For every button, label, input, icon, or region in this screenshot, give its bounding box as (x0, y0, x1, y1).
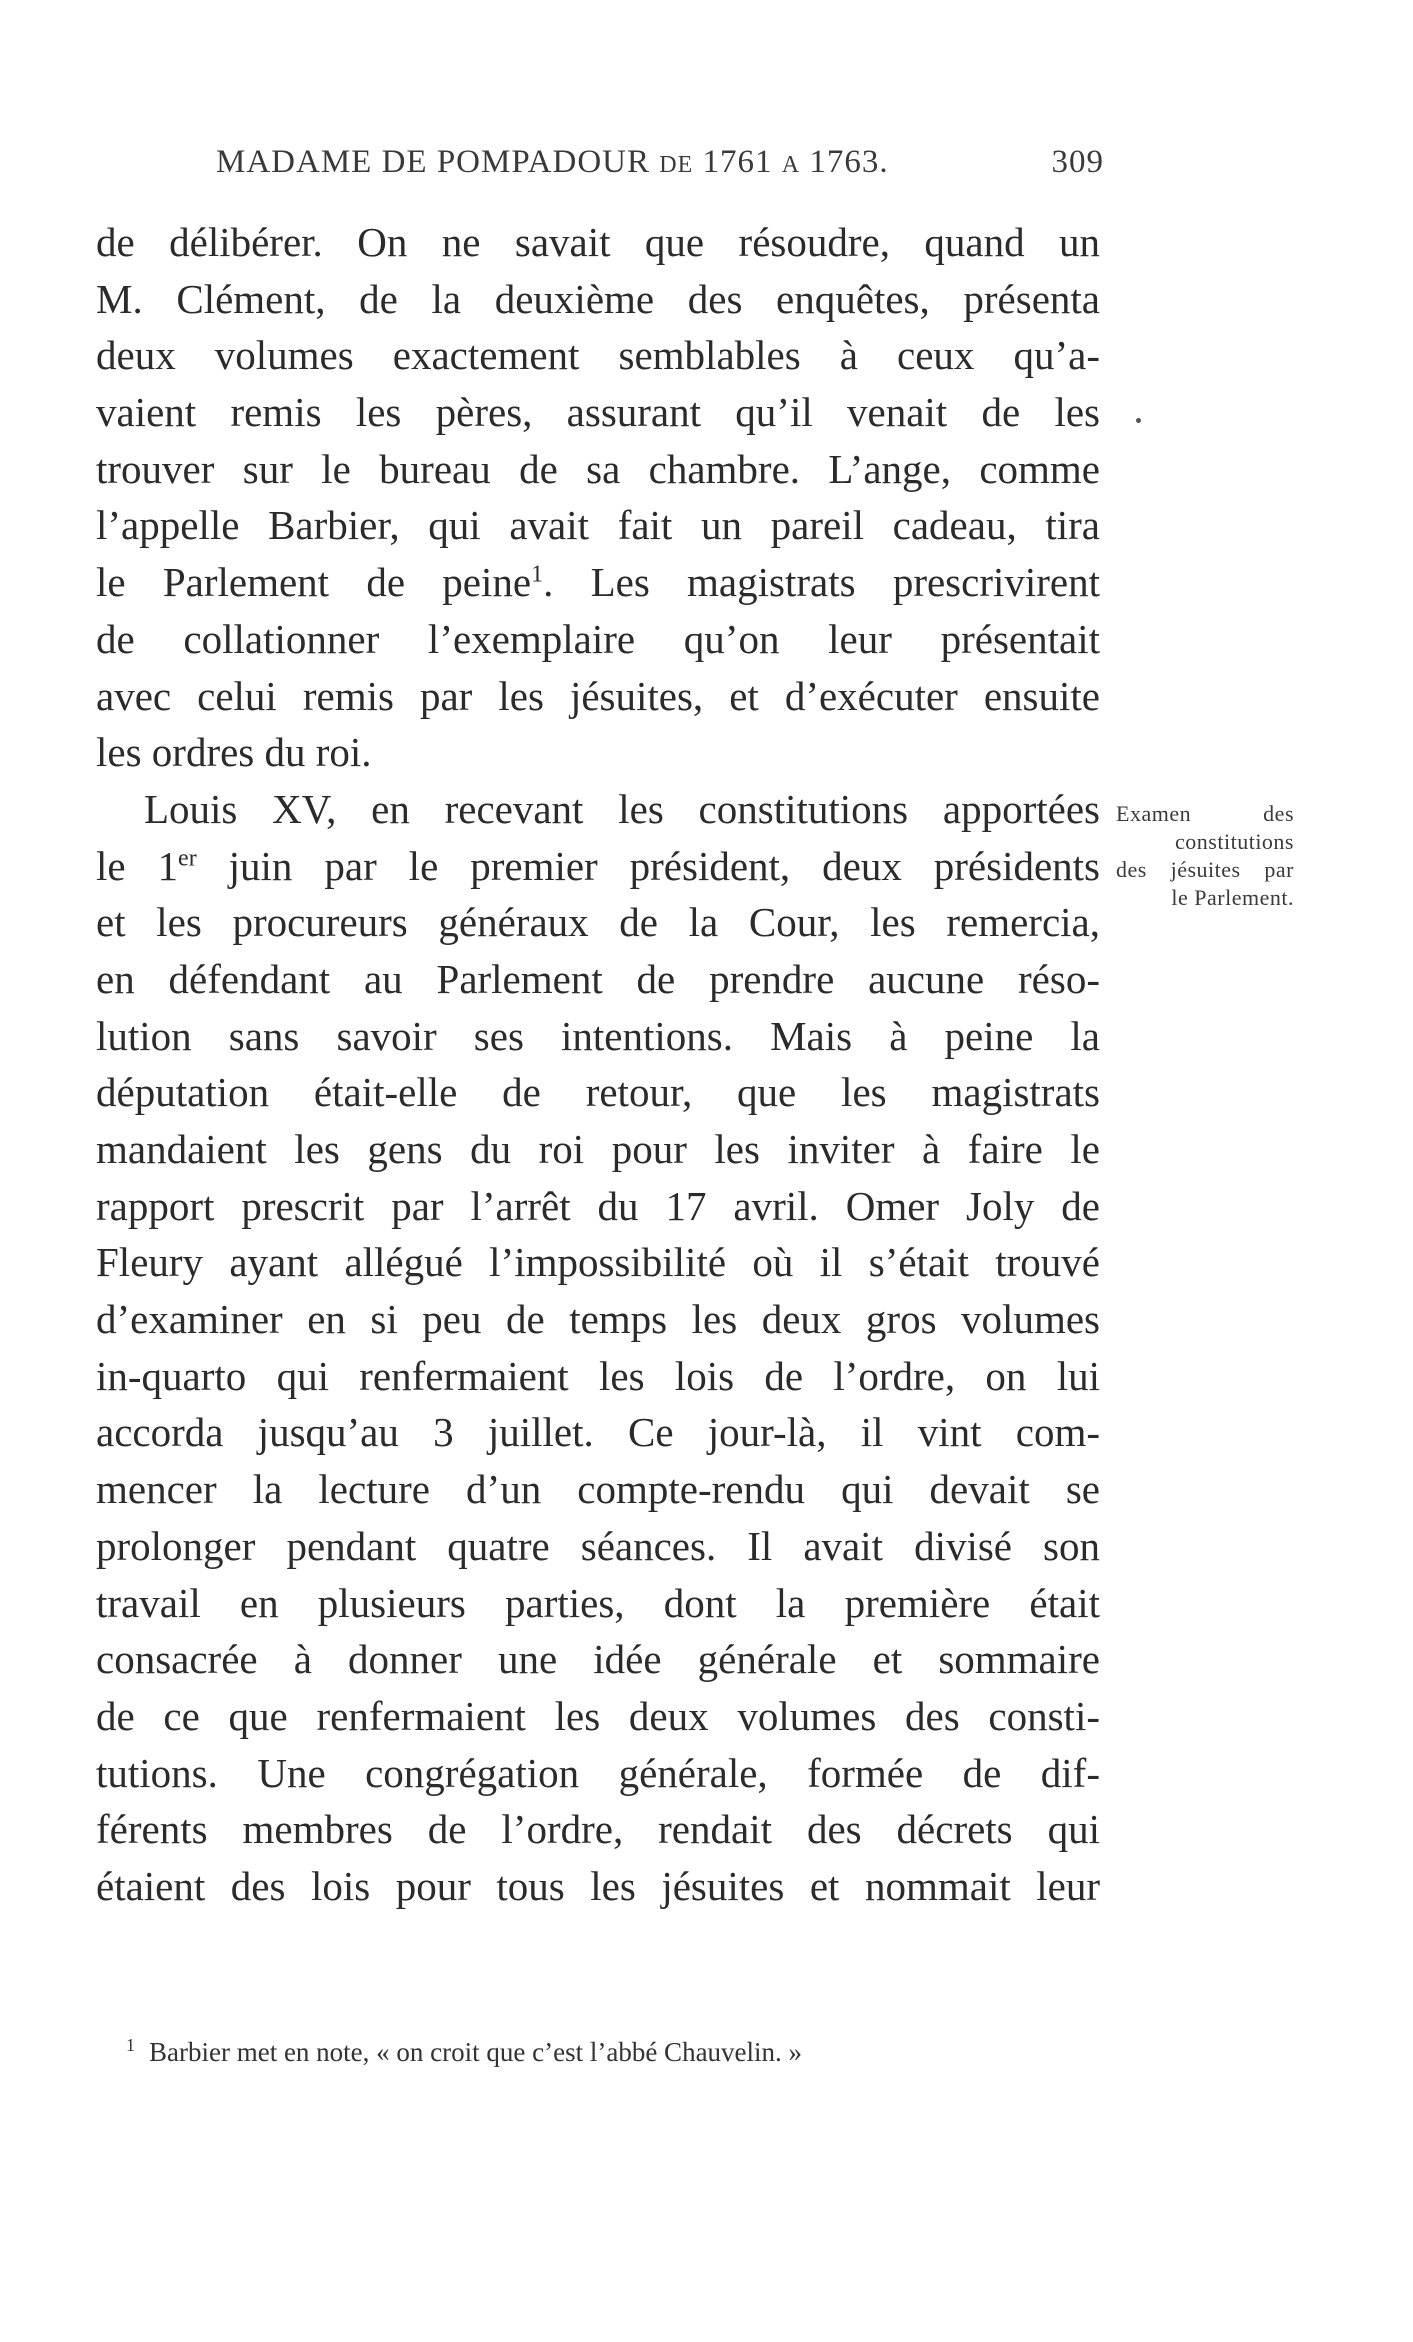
body-text (96, 214, 1100, 1915)
text-line: prolonger pendant quatre séances. Il avait divisé son (96, 1522, 1100, 1569)
running-title (216, 144, 889, 181)
footnote-text: Barbier met en note, « on croit que c’est l’abbé Chauvelin. » (149, 2037, 803, 2067)
text-line: étaient des lois pour tous les jésuites et nommait leur (96, 1862, 1100, 1909)
running-title-main: MADAME DE POMPADOUR (216, 144, 651, 180)
running-title-de: DE (659, 152, 694, 178)
footnote-ref[interactable]: 1 (531, 561, 544, 588)
footnote-mark: 1 (126, 2035, 135, 2055)
text-line: mandaient les gens du roi pour les inviter à faire le (96, 1126, 1100, 1172)
text-line: deux volumes exactement semblables à ceux qu’a- (96, 332, 1100, 379)
text-line: députation était-elle de retour, que les magistrats (96, 1069, 1100, 1116)
stray-mark (1136, 418, 1141, 423)
ordinal-superscript: er (178, 844, 197, 871)
text-line: de collationner l’exemplaire qu’on leur présentait (96, 615, 1100, 662)
marginal-note-line: des jésuites par (1116, 857, 1294, 882)
text-line: avec celui remis par les jésuites, et d’exécuter ensuite (96, 672, 1100, 719)
running-title-a: A (781, 152, 801, 178)
text-line: et les procureurs généraux de la Cour, les remercia, (96, 899, 1100, 946)
page-number: 309 (1051, 144, 1104, 180)
text-line: les ordres du roi. (96, 729, 372, 776)
text-line-part: le Parlement de peine (96, 559, 532, 606)
text-line: trouver sur le bureau de sa chambre. L’ange, comme (96, 445, 1100, 492)
running-title-year-start: 1761 (702, 144, 773, 180)
text-line: de délibérer. On ne savait que résoudre, quand un (96, 219, 1100, 265)
text-line-part: juin par le premier président, deux présidents (196, 842, 1101, 889)
marginal-note-line: constitutions (1175, 829, 1294, 854)
text-line: en défendant au Parlement de prendre aucune réso- (96, 955, 1100, 1002)
text-line: Fleury ayant allégué l’impossibilité où il s’était trouvé (96, 1239, 1100, 1286)
text-line-with-footnote-ref (96, 554, 1100, 611)
text-line-part: le 1 (96, 842, 179, 889)
text-line: d’examiner en si peu de temps les deux gros volumes (96, 1296, 1100, 1343)
text-line-part: . Les magistrats prescrivirent (543, 559, 1101, 606)
text-line: consacrée à donner une idée générale et sommaire (96, 1636, 1100, 1683)
text-line: mencer la lecture d’un compte-rendu qui devait se (96, 1466, 1100, 1513)
text-line: in-quarto qui renfermaient les lois de l’ordre, on lui (96, 1352, 1100, 1399)
footnote (126, 2028, 1026, 2069)
text-line: travail en plusieurs parties, dont la première était (96, 1579, 1100, 1626)
marginal-note (1116, 800, 1294, 912)
text-line-with-superscript (96, 838, 1100, 895)
text-line: lution sans savoir ses intentions. Mais à peine la (96, 1012, 1100, 1059)
text-line: M. Clément, de la deuxième des enquêtes, présenta (96, 275, 1100, 322)
text-line: de ce que renfermaient les deux volumes des consti- (96, 1692, 1100, 1739)
text-line: tutions. Une congrégation générale, formée de dif- (96, 1749, 1100, 1796)
text-line: rapport prescrit par l’arrêt du 17 avril. Omer Joly de (96, 1182, 1100, 1229)
marginal-note-line: le Parlement. (1171, 885, 1294, 910)
running-head (216, 144, 1104, 184)
text-line: Louis XV, en recevant les constitutions apportées (144, 785, 1100, 832)
marginal-note-line: Examen des (1116, 801, 1294, 826)
text-line: férents membres de l’ordre, rendait des décrets qui (96, 1806, 1100, 1853)
text-line: accorda jusqu’au 3 juillet. Ce jour-là, il vint com- (96, 1409, 1100, 1456)
text-line: l’appelle Barbier, qui avait fait un pareil cadeau, tira (96, 502, 1100, 549)
running-title-year-end: 1763. (809, 144, 889, 180)
text-line: vaient remis les pères, assurant qu’il venait de les (96, 389, 1100, 436)
